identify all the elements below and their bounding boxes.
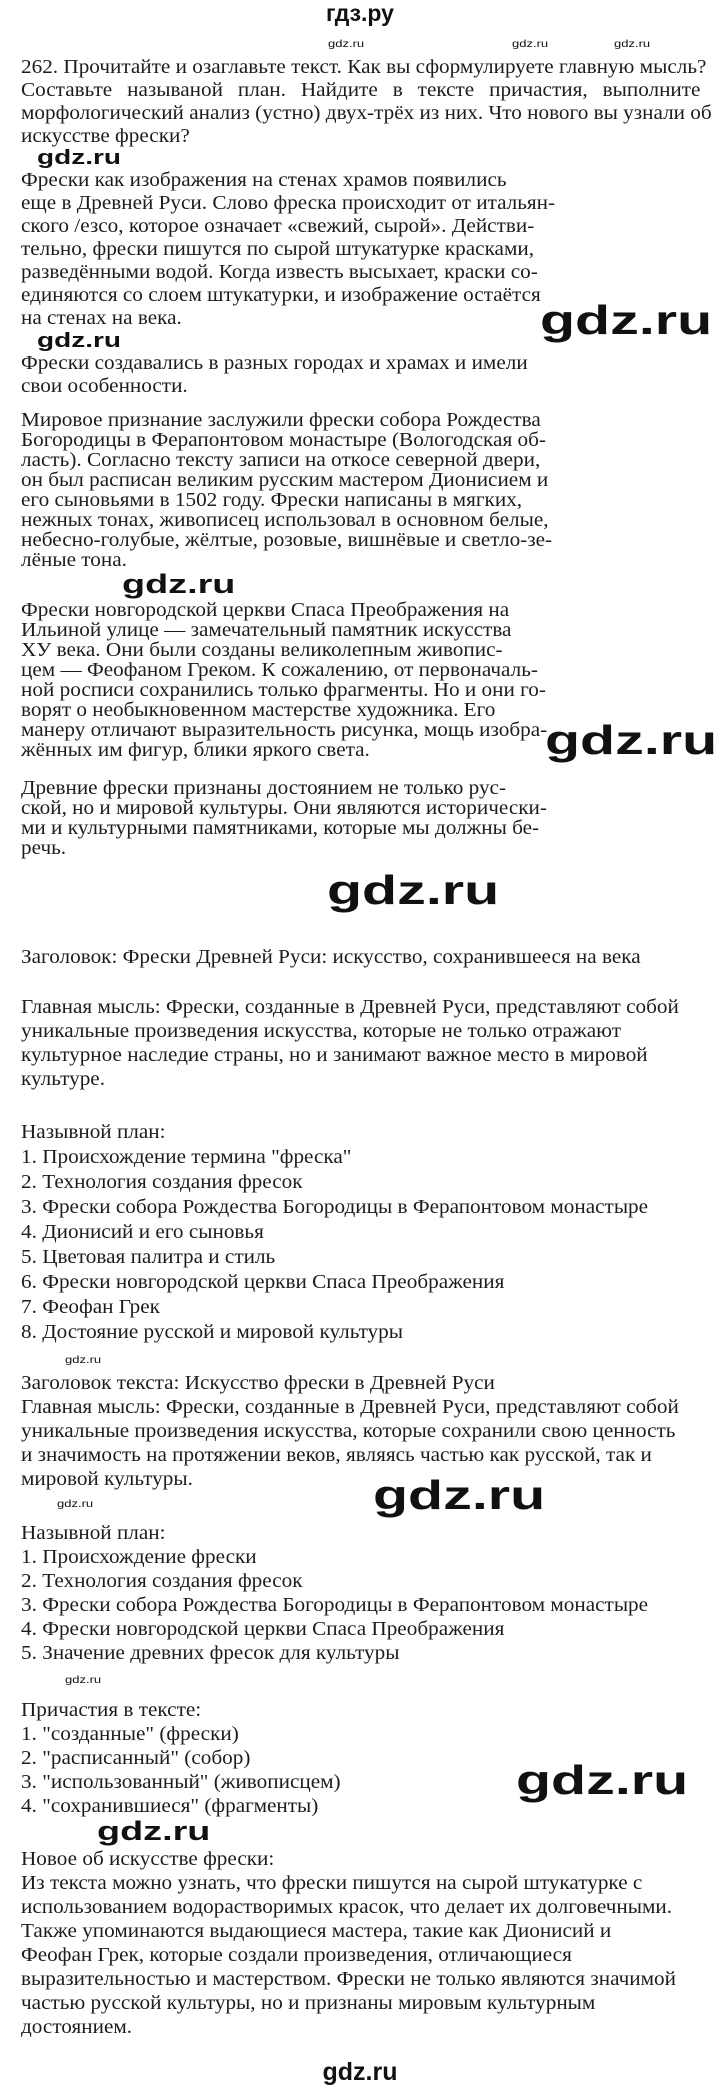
text-line: мировой культуры. xyxy=(21,1468,193,1490)
text-line: ми и культурными памятниками, которые мы должны бе- xyxy=(21,817,540,839)
text-line: культуре. xyxy=(21,1068,106,1090)
text-line: нежных тонах, живописец использовал в основном белые, xyxy=(21,509,549,531)
text-line: манеру отличают выразительность рисунка, мощь изобра- xyxy=(21,719,548,741)
watermark: gdz.ru xyxy=(37,330,121,352)
text-line: частью русской культуры, но и признаны мировым культурным xyxy=(21,1992,596,2014)
text-line: еще в Древней Руси. Слово фреска происходит от итальян- xyxy=(21,192,556,214)
text-line: Ильиной улице — замечательный памятник искусства xyxy=(21,619,512,641)
site-header: гдз.ру xyxy=(326,0,394,26)
watermark: gdz.ru xyxy=(614,39,651,50)
participle-item: 1. "созданные" (фрески) xyxy=(21,1723,239,1745)
text-line: Древние фрески признаны достоянием не только рус- xyxy=(21,777,507,799)
text-line: Мировое признание заслужили фрески собора Рождества xyxy=(21,409,541,431)
text-line: уникальные произведения искусства, которые сохранили свою ценность xyxy=(21,1420,676,1442)
plan-item: 4. Фрески новгородской церкви Спаса Преображения xyxy=(21,1618,505,1640)
text-line: ской, но и мировой культуры. Они являются исторически- xyxy=(21,797,547,819)
title-line: Заголовок: Фрески Древней Руси: искусство, сохранившееся на века xyxy=(21,946,641,968)
text-paragraph-5 xyxy=(21,778,700,858)
answer2-title-and-main xyxy=(21,1371,700,1491)
plan-item: 5. Цветовая палитра и стиль xyxy=(21,1246,276,1268)
text-paragraph-2 xyxy=(21,352,700,398)
text-line: Фрески новгородской церкви Спаса Преображения на xyxy=(21,599,510,621)
answer1-title xyxy=(21,945,700,969)
plan-item: 1. Происхождение термина "фреска" xyxy=(21,1146,352,1168)
task-text xyxy=(21,56,712,148)
plan-item: 3. Фрески собора Рождества Богородицы в Ферапонтовом монастыре xyxy=(21,1196,649,1218)
plan-item: 5. Значение древних фресок для культуры xyxy=(21,1642,400,1664)
participle-item: 3. "использованный" (живописцем) xyxy=(21,1771,341,1793)
plan-title: Назывной план: xyxy=(21,1522,166,1544)
plan-item: 7. Феофан Грек xyxy=(21,1296,160,1318)
text-line: достоянием. xyxy=(21,2016,133,2038)
text-line: и значимость на протяжении веков, являясь частью как русской, так и xyxy=(21,1444,652,1466)
plan-title: Назывной план: xyxy=(21,1121,166,1143)
watermark: gdz.ru xyxy=(65,1675,102,1686)
participle-item: 2. "расписанный" (собор) xyxy=(21,1747,251,1769)
text-line: на стенах на века. xyxy=(21,307,182,329)
text-line: выразительностью и мастерством. Фрески не только являются значимой xyxy=(21,1968,676,1990)
plan-item: 8. Достояние русской и мировой культуры xyxy=(21,1321,403,1343)
watermark: gdz.ru xyxy=(373,1472,546,1518)
text-line: он был расписан великим русским мастером Дионисием и xyxy=(21,469,549,491)
text-line: тельно, фрески пишутся по сырой штукатурке красками, xyxy=(21,238,535,260)
watermark: gdz.ru xyxy=(97,1816,211,1846)
text-line: цем — Феофаном Греком. К сожалению, от первоначаль- xyxy=(21,659,538,681)
text-line: ХУ века. Они были созданы великолепным живопис- xyxy=(21,639,503,661)
text-line: культурное наследие страны, но и занимают важное место в мировой xyxy=(21,1044,648,1066)
answer1-main-idea xyxy=(21,995,700,1091)
watermark: gdz.ru xyxy=(512,39,549,50)
text-line: Феофан Грек, которые создали произведения, отличающиеся xyxy=(21,1944,572,1966)
text-line: Также упоминаются выдающиеся мастера, такие как Дионисий и xyxy=(21,1920,612,1942)
watermark: gdz.ru xyxy=(328,39,365,50)
plan-item: 2. Технология создания фресок xyxy=(21,1570,303,1592)
text-line: речь. xyxy=(21,837,67,859)
text-line: Фрески как изображения на стенах храмов появились xyxy=(21,169,507,191)
text-line: Главная мысль: Фрески, созданные в Древней Руси, представляют собой xyxy=(21,1396,679,1418)
participle-item: 4. "сохранившиеся" (фрагменты) xyxy=(21,1795,319,1817)
text-line: единяются со слоем штукатурки, и изображение остаётся xyxy=(21,284,541,306)
text-line: свои особенности. xyxy=(21,375,188,397)
plan-item: 2. Технология создания фресок xyxy=(21,1171,303,1193)
task-line: Составьте называной план. Найдите в тексте причастия, выполните xyxy=(21,79,701,101)
watermark: gdz.ru xyxy=(122,569,236,599)
text-line: Главная мысль: Фрески, созданные в Древней Руси, представляют собой xyxy=(21,996,679,1018)
watermark: gdz.ru xyxy=(545,717,718,763)
text-line: его сыновьями в 1502 году. Фрески написаны в мягких, xyxy=(21,489,523,511)
text-line: ласть). Согласно тексту записи на откосе северной двери, xyxy=(21,449,541,471)
answer2-plan xyxy=(21,1521,700,1665)
text-line: использованием водорастворимых красок, что делает их долговечными. xyxy=(21,1896,673,1918)
watermark: gdz.ru xyxy=(65,1355,102,1366)
site-footer: gdz.ru xyxy=(322,2058,398,2086)
answer2-new-info xyxy=(21,1847,700,2039)
text-line: уникальные произведения искусства, которые не только отражают xyxy=(21,1020,621,1042)
watermark: gdz.ru xyxy=(516,1757,689,1803)
plan-item: 3. Фрески собора Рождества Богородицы в Ферапонтовом монастыре xyxy=(21,1594,649,1616)
participles-title: Причастия в тексте: xyxy=(21,1699,202,1721)
plan-item: 4. Дионисий и его сыновья xyxy=(21,1221,264,1243)
watermark: gdz.ru xyxy=(37,147,121,169)
text-line: Богородицы в Ферапонтовом монастыре (Вологодская об- xyxy=(21,429,546,451)
text-line: ворят о необыкновенном мастерстве художника. Его xyxy=(21,699,496,721)
text-line: небесно-голубые, жёлтые, розовые, вишнёвые и светло-зе- xyxy=(21,529,553,551)
task-line: морфологический анализ (устно) двух-трёх из них. Что нового вы узнали об xyxy=(21,102,712,124)
watermark: gdz.ru xyxy=(540,297,713,343)
text-paragraph-3 xyxy=(21,410,700,570)
watermark: gdz.ru xyxy=(327,867,500,913)
plan-item: 1. Происхождение фрески xyxy=(21,1546,257,1568)
text-line: ского /езсо, которое означает «свежий, сырой». Действи- xyxy=(21,215,535,237)
watermark: gdz.ru xyxy=(57,1499,94,1510)
text-line: разведёнными водой. Когда известь высыхает, краски со- xyxy=(21,261,538,283)
answer1-plan xyxy=(21,1120,700,1345)
text-line: жённых им фигур, блики яркого света. xyxy=(21,739,370,761)
text-line: Из текста можно узнать, что фрески пишутся на сырой штукатурке с xyxy=(21,1872,643,1894)
task-line: искусстве фрески? xyxy=(21,125,190,147)
new-info-title: Новое об искусстве фрески: xyxy=(21,1848,275,1870)
title-line: Заголовок текста: Искусство фрески в Древней Руси xyxy=(21,1372,495,1394)
plan-item: 6. Фрески новгородской церкви Спаса Преображения xyxy=(21,1271,505,1293)
text-line: Фрески создавались в разных городах и храмах и имели xyxy=(21,352,528,374)
text-line: ной росписи сохранились только фрагменты. Но и они го- xyxy=(21,679,546,701)
text-line: лёные тона. xyxy=(21,549,127,571)
task-line: 262. Прочитайте и озаглавьте текст. Как вы сформулируете главную мысль? xyxy=(21,56,707,78)
